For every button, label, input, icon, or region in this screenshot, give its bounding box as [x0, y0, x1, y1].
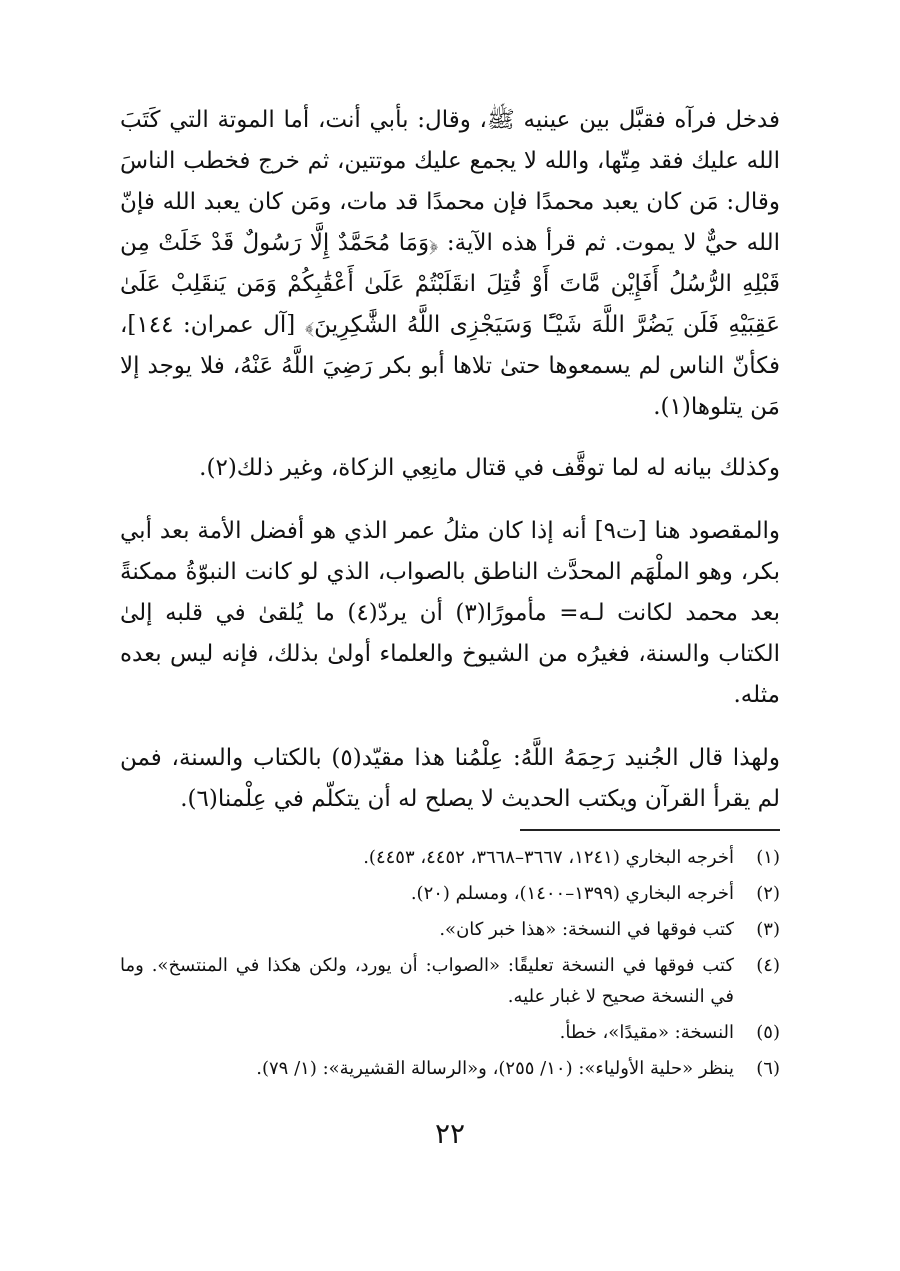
paragraph-4: ولهذا قال الجُنيد رَحِمَهُ اللَّهُ: عِلْمُنا هذا مقيّد(٥) بالكتاب والسنة، فمن لم يقرأ القرآن ويكتب الحديث لا يصلح له أن يتكلّم في عِلْمنا(٦). [120, 745, 780, 812]
footnote-number: (٥) [756, 1022, 780, 1043]
footnote-item [120, 878, 780, 909]
footnote-text: ينظر «حلية الأولياء»: (١٠/ ٢٥٥)، و«الرسالة القشيرية»: (١/ ٧٩). [256, 1058, 734, 1079]
footnote-item [120, 1017, 780, 1048]
footnote-number: (٢) [756, 883, 780, 904]
footnote-number: (٤) [756, 955, 780, 976]
footnote-number: (٦) [756, 1058, 780, 1079]
footnote-text: أخرجه البخاري (١٣٩٩–١٤٠٠)، ومسلم (٢٠). [410, 883, 734, 904]
main-text [120, 100, 780, 842]
footnote-text: كتب فوقها في النسخة تعليقًا: «الصواب: أن يورد، ولكن هكذا في المنتسخ». وما في النسخة صحيح لا غبار عليه. [120, 955, 734, 1007]
footnote-item [120, 914, 780, 945]
footnote-number: (٣) [756, 919, 780, 940]
footnote-text: كتب فوقها في النسخة: «هذا خبر كان». [439, 919, 734, 940]
footnotes [120, 842, 780, 1089]
footnote-separator [520, 829, 780, 831]
paragraph-1: فدخل فرآه فقبَّل بين عينيه ﷺ، وقال: بأبي أنت، أما الموتة التي كَتَبَ الله عليك فقد مِتّها، والله لا يجمع عليك موتتين، ثم خرج فخطب الناسَ وقال: مَن كان يعبد محمدًا فإن محمدًا قد مات، ومَن كان يعبد الله فإنّ الله حيٌّ لا يموت. ثم قرأ هذه الآية: ﴿وَمَا مُحَمَّدٌ إِلَّا رَسُولٌ قَدْ خَلَتْ مِن قَبْلِهِ الرُّسُلُ أَفَإِيْن مَّاتَ أَوْ قُتِلَ انقَلَبْتُمْ عَلَىٰ أَعْقَٰبِكُمْ وَمَن يَنقَلِبْ عَلَىٰ عَقِبَيْهِ فَلَن يَضُرَّ اللَّهَ شَيْـًٔا وَسَيَجْزِى اللَّهُ الشَّٰكِرِينَ﴾ [آل عمران: ١٤٤]، فكأنّ الناس لم يسمعوها حتىٰ تلاها أبو بكر رَضِيَ اللَّهُ عَنْهُ، فلا يوجد إلا مَن يتلوها(١). [120, 107, 780, 420]
footnote-item [120, 1053, 780, 1084]
footnote-text: النسخة: «مقيدًا»، خطأ. [559, 1022, 734, 1043]
footnote-item [120, 950, 780, 1012]
footnote-item [120, 842, 780, 873]
footnote-text: أخرجه البخاري (١٢٤١، ٣٦٦٧–٣٦٦٨، ٤٤٥٢، ٤٤٥٣). [363, 847, 734, 868]
paragraph-3: والمقصود هنا [ت٩] أنه إذا كان مثلُ عمر الذي هو أفضل الأمة بعد أبي بكر، وهو الملْهَم المحدَّث الناطق بالصواب، الذي لو كانت النبوّةُ ممكنةً بعد محمد لكانت لـه= مأمورًا(٣) أن يردّ(٤) ما يُلقىٰ في قلبه إلىٰ الكتاب والسنة، فغيرُه من الشيوخ والعلماء أولىٰ بذلك، فإنه ليس بعده مثله. [120, 518, 781, 708]
footnote-number: (١) [756, 847, 780, 868]
paragraph-2: وكذلك بيانه له لما توقَّف في قتال مانِعِي الزكاة، وغير ذلك(٢). [199, 455, 780, 481]
page-number: ٢٢ [434, 1117, 466, 1150]
